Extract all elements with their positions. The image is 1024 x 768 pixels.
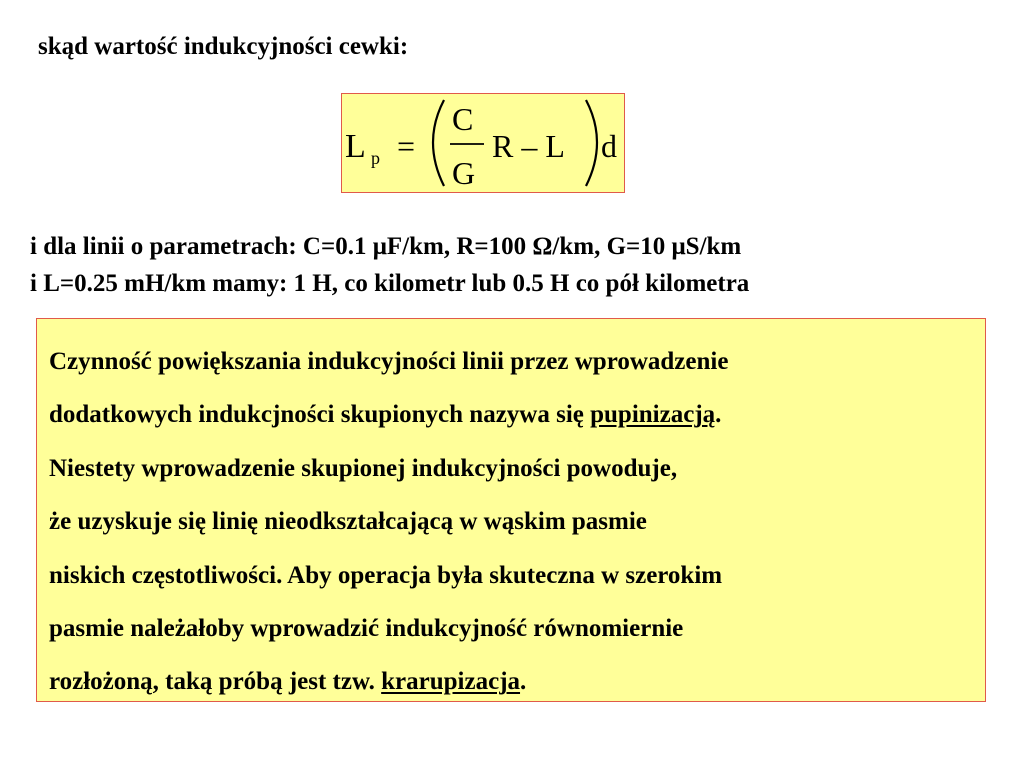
parameters-line-2: i L=0.25 mH/km mamy: 1 H, co kilometr lub 0.5 H co pół kilometra: [30, 270, 750, 297]
note-line-1: Czynność powiększania indukcyjności linii przez wprowadzenie: [49, 348, 729, 375]
note-box: [36, 318, 986, 702]
formula-middle-term: R – L: [492, 128, 565, 164]
formula-trailing-d: d: [601, 128, 617, 164]
note-line-2: [49, 388, 985, 441]
note-line-7-period: .: [520, 668, 527, 696]
inductance-formula: [342, 94, 626, 194]
formula-right-paren: [586, 100, 597, 186]
formula-lhs-L: L: [345, 128, 366, 165]
formula-equals-sign: =: [397, 128, 416, 164]
term-pupinizacja: pupinizacją: [590, 401, 716, 429]
note-line-6: pasmie należałoby wprowadzić indukcyjność równomiernie: [49, 615, 684, 643]
intro-text: skąd wartość indukcyjności cewki:: [38, 33, 409, 60]
formula-box: [341, 93, 625, 193]
note-line-7: [49, 655, 985, 708]
formula-numerator: C: [452, 101, 474, 137]
note-line-5: niskich częstotliwości. Aby operacja była skuteczna w szerokim: [49, 561, 723, 589]
term-krarupizacja: krarupizacja: [381, 668, 521, 696]
note-line-7-text: rozłożoną, taką próbą jest tzw.: [49, 668, 382, 696]
note-line-3: Niestety wprowadzenie skupionej indukcyjności powoduje,: [49, 454, 678, 482]
formula-lhs-subscript: p: [371, 148, 380, 168]
note-line-2-text: dodatkowych indukcjności skupionych nazywa się: [49, 401, 591, 429]
formula-denominator: G: [452, 155, 476, 191]
formula-left-paren: [433, 100, 444, 186]
note-line-2-period: .: [715, 401, 722, 429]
parameters-line-1: i dla linii o parametrach: C=0.1 μF/km, R=100 Ω/km, G=10 μS/km: [30, 233, 742, 260]
parameters-text: [30, 228, 749, 302]
note-line-4: że uzyskuje się linię nieodkształcającą w wąskim pasmie: [49, 508, 647, 536]
